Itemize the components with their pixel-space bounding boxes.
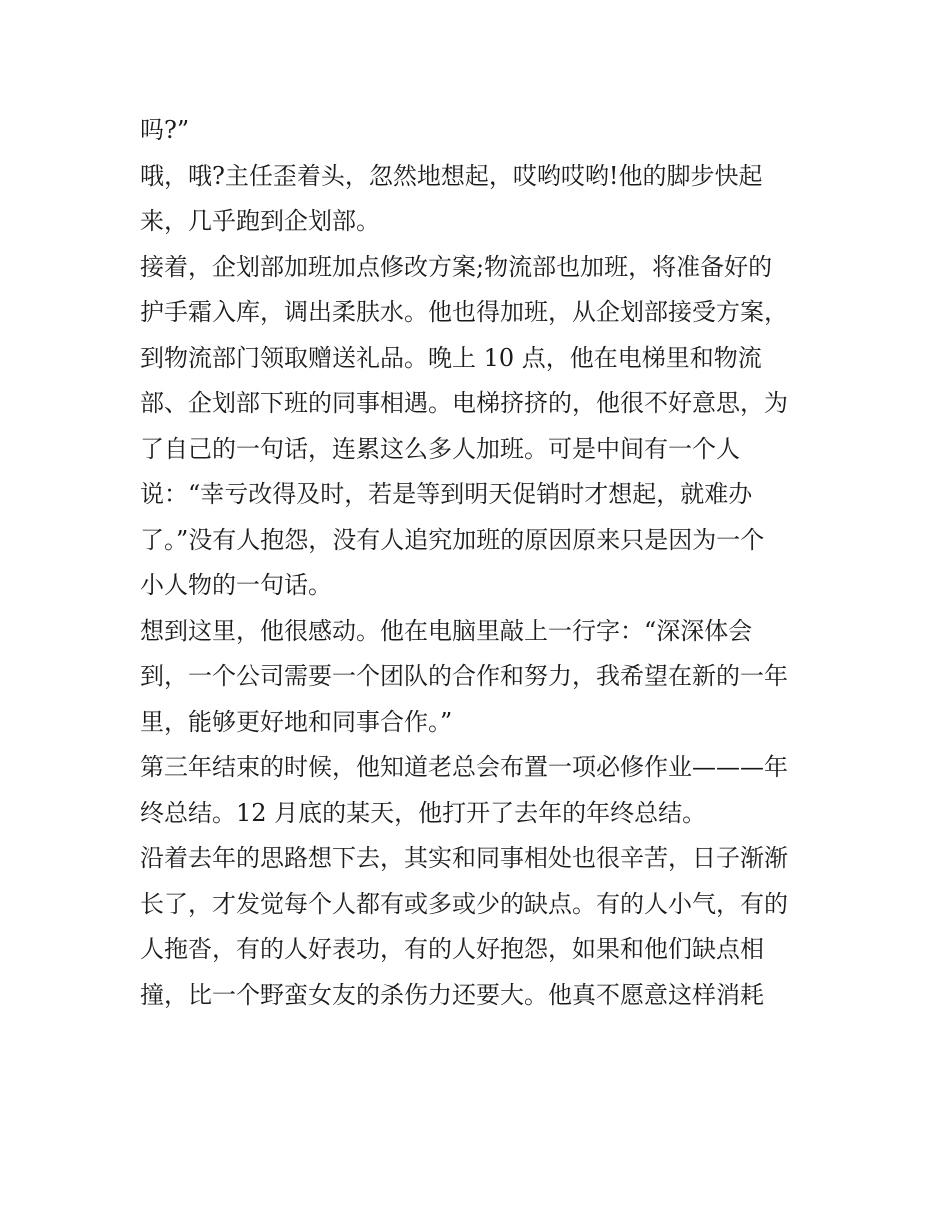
text-line: 第三年结束的时候，他知道老总会布置一项必修作业———年 — [140, 753, 788, 781]
text-line: 长了，才发觉每个人都有或多或少的缺点。有的人小气，有的 — [140, 889, 788, 918]
text-line: 了。”没有人抱怨，没有人追究加班的原因原来只是因为一个 — [140, 525, 765, 554]
text-line: 小人物的一句话。 — [140, 571, 332, 599]
text-line: 来，几乎跑到企划部。 — [140, 207, 380, 235]
text-line: 说：“幸亏改得及时，若是等到明天促销时才想起，就难办 — [140, 480, 753, 508]
text-line: 撞，比一个野蛮女友的杀伤力还要大。他真不愿意这样消耗 — [140, 980, 764, 1009]
text-line: 哦，哦?主任歪着头，忽然地想起，哎哟哎哟!他的脚步快起 — [140, 161, 763, 190]
text-line: 到，一个公司需要一个团队的合作和努力，我希望在新的一年 — [140, 662, 788, 690]
text-line: 到物流部门领取赠送礼品。晚上 10 点，他在电梯里和物流 — [140, 343, 762, 372]
text-line: 接着，企划部加班加点修改方案;物流部也加班，将准备好的 — [140, 252, 773, 281]
text-line: 沿着去年的思路想下去，其实和同事相处也很辛苦，日子渐渐 — [140, 844, 788, 872]
text-line: 了自己的一句话，连累这么多人加班。可是中间有一个人 — [140, 434, 740, 463]
text-line: 护手霜入库，调出柔肤水。他也得加班，从企划部接受方案， — [140, 298, 788, 326]
text-line: 里，能够更好地和同事合作。” — [140, 707, 453, 736]
text-line: 吗?” — [140, 116, 190, 144]
text-line: 人拖沓，有的人好表功，有的人好抱怨，如果和他们缺点相 — [140, 935, 764, 963]
text-line: 想到这里，他很感动。他在电脑里敲上一行字：“深深体会 — [140, 616, 753, 645]
document-body — [140, 108, 820, 1018]
text-line: 终总结。12 月底的某天，他打开了去年的年终总结。 — [140, 798, 707, 827]
text-line: 部、企划部下班的同事相遇。电梯挤挤的，他很不好意思，为 — [140, 389, 788, 417]
